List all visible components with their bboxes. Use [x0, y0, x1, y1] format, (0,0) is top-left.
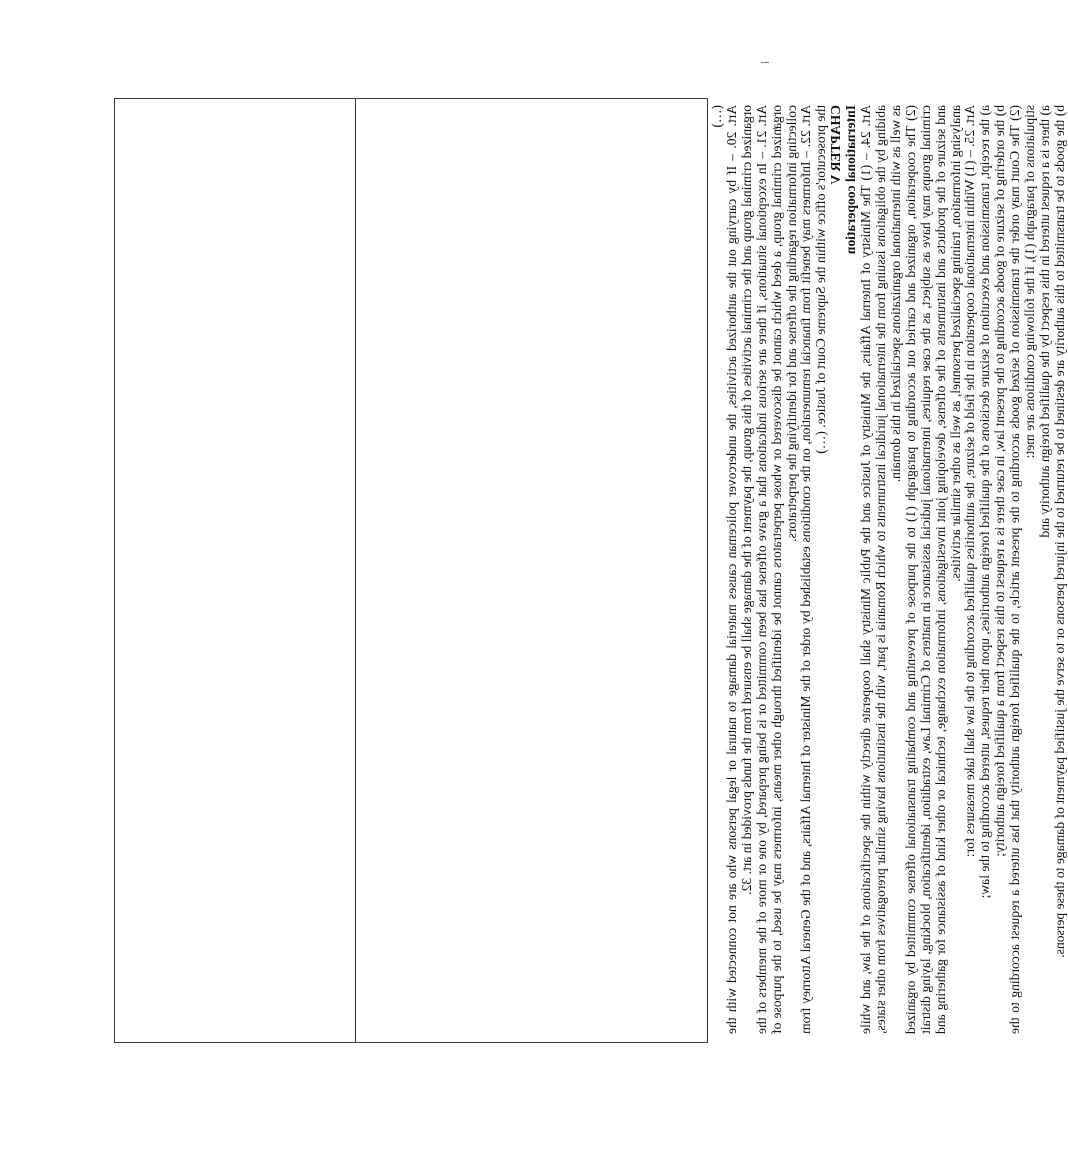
- paragraph-ellipsis-start: (…): [709, 105, 724, 128]
- paragraph-art-24-1: Art. 24. – (1) The Ministry of Internal Affairs, the Ministry of Justice and the Public Ministry shall cooperate directly within the specifications of the law, and while abiding by the obligations issuing from the international juridical instruments to which Romania is part, with the institutions having similar prerogatives from other states, as well as with international organizations specialized in this domain.: [858, 105, 903, 1034]
- section-heading: International cooperation: [843, 105, 859, 255]
- document-frame: [114, 98, 1067, 1043]
- paragraph-art-25-1-b: b) the ordering of seizure of goods according to the present law, in case there is a request to this respect from a qualified foreign authority;: [992, 105, 1008, 857]
- paragraph-art-25-2-b: b) the goods to be transmitted to this authority are destined to be returned to the injured persons or to serve the justified payment of damage to these persons.: [1051, 105, 1067, 958]
- paragraph-art-25-2-a: a) there is a request uttered in this respect by the qualified foreign authority and: [1036, 105, 1052, 538]
- paragraph-art-25-1: Art. 25. – (1) Within international cooperation in the field of seizure, the authorities qualified according to the law shall take measures for:: [962, 105, 978, 858]
- paragraph-art-20: Art. 20. – If by carrying out the authorized activities, the undercover policeman causes material damage to natural or legal persons who are not connected with the organized criminal group and the criminal activities of this group, the payment of the damage shall be ensured from the funds provided in art. 32.: [723, 105, 754, 1034]
- paragraph-art-25-1-a: a) the receipt, transmission and execution of seizure decisions of the qualified foreign authorities, upon their request, uttered according to the law;: [977, 105, 993, 899]
- paragraph-art-21: Art. 21. – In exceptional situations, if there are serious indications that a grave offense has been committed or is being prepared, by one or more of the members of the organized criminal group, a deed which cannot be discovered or whose perpetrators cannot be identified through other means, informers may be used, to the purpose of collecting information regarding the offense and for identifying the perpetrators.: [753, 105, 799, 1034]
- chapter-heading: CHAPTER V: [828, 105, 844, 185]
- text-column: [356, 99, 1067, 1042]
- paragraph-art-22: Art. 22. – Informers may benefit from financial remuneration, on the conditions established by order of the Minister of Internal Affairs, and of the General Attorney from the prosecutor's office within the Supreme Court of Justice. (…): [798, 105, 829, 1034]
- rotated-text-block: [707, 99, 1067, 1040]
- margin-mark-1: [761, 62, 769, 63]
- paragraph-art-25-2: (2) The Court may order the transmission of seized goods according to the present article, to the qualified foreign authority that has uttered a request according to the stipulations of paragraph (1), if the following conditions are met:: [1007, 105, 1038, 1034]
- paragraph-art-24-2: (2) The cooperation, organized and carried out according to paragraph (1) to the purpose of preventing and combating transnational offense committed by organized criminal groups may have as subject, as the case requires, international judicial assistance in matters of Criminal Law, extradition, identification, blocking, laying distrait and seizure of the products and instruments of the offense, developing joint investigations, information exchange, technical or other kind of assistance for gathering and analysing information, training specialized personnel, as well as other similar activities.: [902, 105, 963, 1034]
